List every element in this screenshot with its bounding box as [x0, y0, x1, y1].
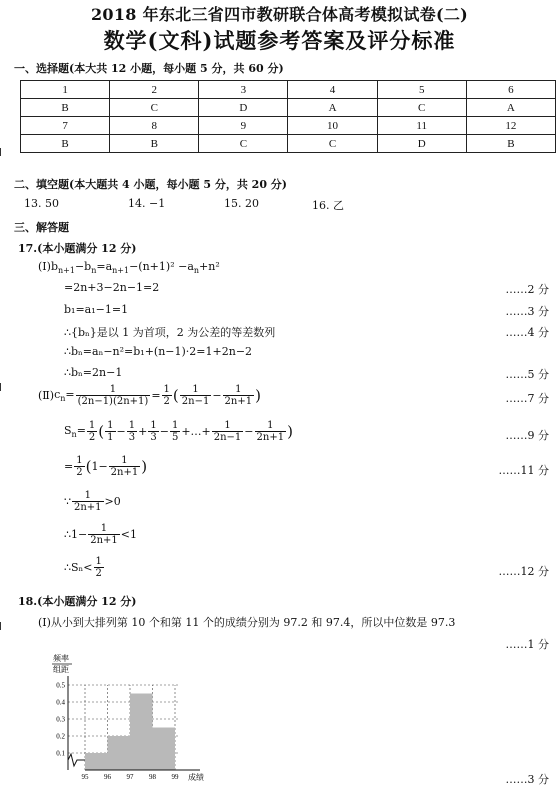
q17-cn-formula: $(Ⅱ)c_n=$ $\frac{1}{(2n-1)(2n+1)}$ = $\frac{1}{2}$ ( $\frac{1}{2n-1}$ − $\frac{1}{2n+1}$ ): [38, 384, 261, 407]
fraction: $\frac{1}{1}$: [107, 420, 114, 443]
x-tick-label: 95: [81, 773, 89, 781]
question-number: 10: [288, 117, 377, 135]
question-number: 3: [199, 81, 288, 99]
q18-part1: (Ⅰ)从小到大排列第 10 个和第 11 个的成绩分别为 97.2 和 97.4，所以中位数是 97.3: [38, 616, 456, 629]
x-tick-label: 96: [104, 773, 111, 781]
question-number: 6: [466, 81, 555, 99]
score-mark: ……7 分: [505, 392, 549, 405]
q17-line3: b₁=a₁−1=1: [64, 303, 129, 316]
score-mark: ……3 分: [505, 773, 549, 785]
fraction: $\frac{1}{2n+1}$: [90, 523, 118, 546]
q17-line1: $(Ⅰ)b_{n+1}-b_n=a_{n+1}-(n+1)^2 -a_n+n^2$: [38, 260, 220, 276]
multiple-choice-answer-table: [20, 80, 556, 153]
exam-title: 2018 年东北三省四市教研联合体高考模拟试卷(二): [90, 5, 469, 24]
histogram-bar: [130, 694, 153, 771]
fraction: $\frac{1}{5}$: [171, 420, 179, 443]
exam-subtitle: 数学(文科)试题参考答案及评分标准: [103, 28, 456, 53]
section3-heading: 三、解答题: [14, 221, 69, 234]
score-mark: ……3 分: [505, 305, 549, 318]
score-mark: ……9 分: [505, 429, 549, 442]
fraction: $\frac{1}{3}$: [150, 420, 157, 443]
fill-answer-16: 16. 乙: [312, 199, 344, 212]
fill-answer-15: 15. 20: [224, 197, 259, 210]
fraction: $\frac{1}{2n-1}$: [213, 420, 242, 443]
fraction: $\frac{1}{3}$: [128, 420, 136, 443]
y-tick-label: 0.5: [56, 681, 65, 690]
score-mark: ……12 分: [498, 565, 549, 578]
table-row: [21, 99, 556, 117]
q17-less-one: ∴1− $\frac{1}{2n+1}$ <1: [64, 523, 137, 546]
score-mark: ……4 分: [505, 326, 549, 339]
binding-margin-mark: [0, 148, 3, 156]
score-mark: ……5 分: [505, 368, 549, 381]
question-number: 4: [288, 81, 377, 99]
q17-conclusion: ∴Sₙ< $\frac{1}{2}$: [64, 556, 102, 579]
q17-line2: =2n+3−2n−1=2: [64, 281, 160, 294]
fraction: $\frac{1}{2n+1}$: [256, 420, 285, 443]
answer-cell: D: [377, 135, 466, 153]
score-mark: ……2 分: [505, 283, 549, 296]
question-number: 1: [21, 81, 110, 99]
answer-cell: A: [466, 99, 555, 117]
q17-line6: ∴bₙ=2n−1: [64, 366, 123, 379]
table-row: [21, 135, 556, 153]
answer-cell: B: [110, 135, 199, 153]
y-tick-label: 0.4: [56, 698, 65, 707]
q17-line4: ∴{bₙ}是以 1 为首项，2 为公差的等差数列: [64, 326, 276, 339]
fraction: $\frac{1}{2n-1}$: [181, 384, 210, 407]
fill-answer-14: 14. −1: [128, 197, 166, 210]
histogram-bar: [153, 728, 176, 771]
question-number: 2: [110, 81, 199, 99]
fraction: $\frac{1}{2}$: [95, 556, 102, 579]
q17-sn-formula: $S_n=$ $\frac{1}{2}$ ( $\frac{1}{1}$ − $\frac{1}{3}$ + $\frac{1}{3}$ − $\frac{1}{5}$ +…+ $\frac{1}{2n-1}$ − $\frac{1}{2n+1}$ ): [64, 420, 293, 443]
answer-cell: C: [110, 99, 199, 117]
answer-cell: C: [288, 135, 377, 153]
score-mark: ……1 分: [505, 638, 549, 651]
fill-answer-13: 13. 50: [24, 197, 59, 210]
part-label: (Ⅱ): [38, 389, 55, 402]
section1-heading: 一、选择题(本大共 12 小题，每小题 5 分，共 60 分): [14, 62, 284, 75]
frequency-histogram: [40, 650, 240, 785]
answer-cell: C: [377, 99, 466, 117]
q17-half-formula: = $\frac{1}{2}$ (1− $\frac{1}{2n+1}$ ): [64, 455, 148, 478]
q17-heading: 17.(本小题满分 12 分): [18, 242, 137, 255]
fraction: $\frac{1}{2}$: [76, 455, 83, 478]
fraction: $\frac{1}{2}$: [88, 420, 96, 443]
y-tick-label: 0.1: [56, 749, 65, 758]
question-number: 9: [199, 117, 288, 135]
x-axis-label: 成绩: [188, 773, 204, 782]
histogram-bar: [108, 736, 131, 770]
q17-line5: ∴bₙ=aₙ−n²=b₁+(n−1)·2=1+2n−2: [64, 345, 253, 358]
y-label-bottom: 组距: [53, 665, 69, 674]
fraction: $\frac{1}{2}$: [163, 384, 170, 407]
score-mark: ……11 分: [498, 464, 549, 477]
table-row: [21, 117, 556, 135]
question-number: 5: [377, 81, 466, 99]
binding-margin-mark: [0, 383, 3, 391]
x-tick-label: 99: [171, 773, 179, 781]
question-number: 12: [466, 117, 555, 135]
section2-heading: 二、填空题(本大题共 4 小题，每小题 5 分，共 20 分): [14, 178, 288, 191]
answer-cell: B: [21, 99, 110, 117]
fraction: $\frac{1}{2n+1}$: [110, 455, 139, 478]
part-label: (Ⅰ): [38, 260, 51, 273]
fraction: $\frac{1}{2n+1}$: [224, 384, 253, 407]
answer-cell: A: [288, 99, 377, 117]
fraction: $\frac{1}{2n+1}$: [74, 490, 102, 513]
binding-margin-mark: [0, 622, 3, 630]
y-label-top: 频率: [53, 654, 69, 663]
y-tick-label: 0.3: [56, 715, 65, 724]
answer-cell: B: [21, 135, 110, 153]
x-tick-label: 97: [126, 773, 134, 781]
answer-cell: C: [199, 135, 288, 153]
answer-cell: D: [199, 99, 288, 117]
histogram-bar: [85, 753, 108, 770]
q17-line1-suffix: −(n+1)² −a: [129, 260, 194, 273]
x-tick-label: 98: [149, 773, 156, 781]
y-tick-label: 0.2: [56, 732, 65, 741]
answer-cell: B: [466, 135, 555, 153]
question-number: 11: [377, 117, 466, 135]
table-row: [21, 81, 556, 99]
fraction: $\frac{1}{(2n-1)(2n+1)}$: [77, 384, 149, 407]
bars: [85, 694, 175, 771]
q18-heading: 18.(本小题满分 12 分): [18, 595, 137, 608]
axis-break: [68, 754, 85, 766]
question-number: 7: [21, 117, 110, 135]
q17-positive: ∵ $\frac{1}{2n+1}$ >0: [64, 490, 121, 513]
question-number: 8: [110, 117, 199, 135]
